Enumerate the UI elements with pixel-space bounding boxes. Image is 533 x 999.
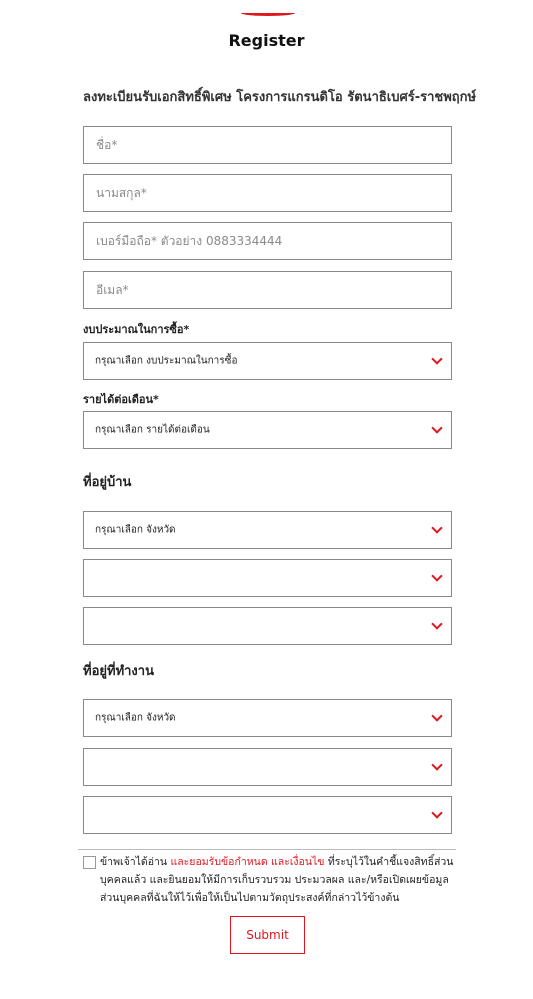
divider [78, 849, 456, 850]
first-name-field[interactable] [83, 126, 452, 164]
budget-select-value: กรุณาเลือก งบประมาณในการซื้อ [95, 355, 238, 367]
income-select-value: กรุณาเลือก รายได้ต่อเดือน [95, 424, 210, 436]
work-province-select[interactable] [83, 699, 452, 737]
phone-field[interactable] [83, 222, 452, 260]
submit-button[interactable]: Submit [230, 916, 305, 954]
chevron-down-icon [431, 710, 442, 721]
chevron-down-icon [431, 570, 442, 581]
work-address-heading: ที่อยู่ที่ทำงาน [83, 664, 154, 679]
budget-label: งบประมาณในการซื้อ* [83, 323, 190, 336]
income-select[interactable] [83, 411, 452, 449]
first-name-input[interactable] [84, 127, 451, 163]
last-name-field[interactable] [83, 174, 452, 212]
phone-input[interactable] [84, 223, 451, 259]
chevron-down-icon [431, 422, 442, 433]
consent-suffix: ที่ระบุไว้ในคำชี้แจงสิทธิ์ส่วนบุคคลแล้ว และยินยอมให้มีการเก็บรวบรวม ประมวลผล และ/หรือเปิดเผยข้อมูลส่วนบุคคลที่ฉันให้ไว้เพื่อให้เป็นไปตามวัตถุประสงค์ที่กล่าวไว้ข้างต้น [100, 856, 454, 904]
accent-bar [241, 10, 295, 16]
chevron-down-icon [431, 353, 442, 364]
home-province-value: กรุณาเลือก จังหวัด [95, 524, 176, 536]
chevron-down-icon [431, 618, 442, 629]
consent-prefix: ข้าพเจ้าได้อ่าน [100, 856, 171, 868]
income-label: รายได้ต่อเดือน* [83, 393, 159, 406]
last-name-input[interactable] [84, 175, 451, 211]
work-subdistrict-select[interactable] [83, 796, 452, 834]
email-field[interactable] [83, 271, 452, 309]
chevron-down-icon [431, 759, 442, 770]
page-title: Register [228, 31, 305, 50]
terms-link[interactable]: และยอมรับข้อกำหนด และเงื่อนไข [170, 856, 325, 868]
work-district-select[interactable] [83, 748, 452, 786]
page-subtitle: ลงทะเบียนรับเอกสิทธิ์พิเศษ โครงการแกรนดิโอ รัตนาธิเบศร์-ราชพฤกษ์ [83, 90, 477, 105]
consent-text [100, 853, 455, 907]
home-subdistrict-select[interactable] [83, 607, 452, 645]
email-input[interactable] [84, 272, 451, 308]
chevron-down-icon [431, 807, 442, 818]
home-address-heading: ที่อยู่บ้าน [83, 475, 132, 490]
consent-checkbox[interactable] [83, 856, 96, 869]
home-district-select[interactable] [83, 559, 452, 597]
chevron-down-icon [431, 522, 442, 533]
home-province-select[interactable] [83, 511, 452, 549]
budget-select[interactable] [83, 342, 452, 380]
work-province-value: กรุณาเลือก จังหวัด [95, 712, 176, 724]
